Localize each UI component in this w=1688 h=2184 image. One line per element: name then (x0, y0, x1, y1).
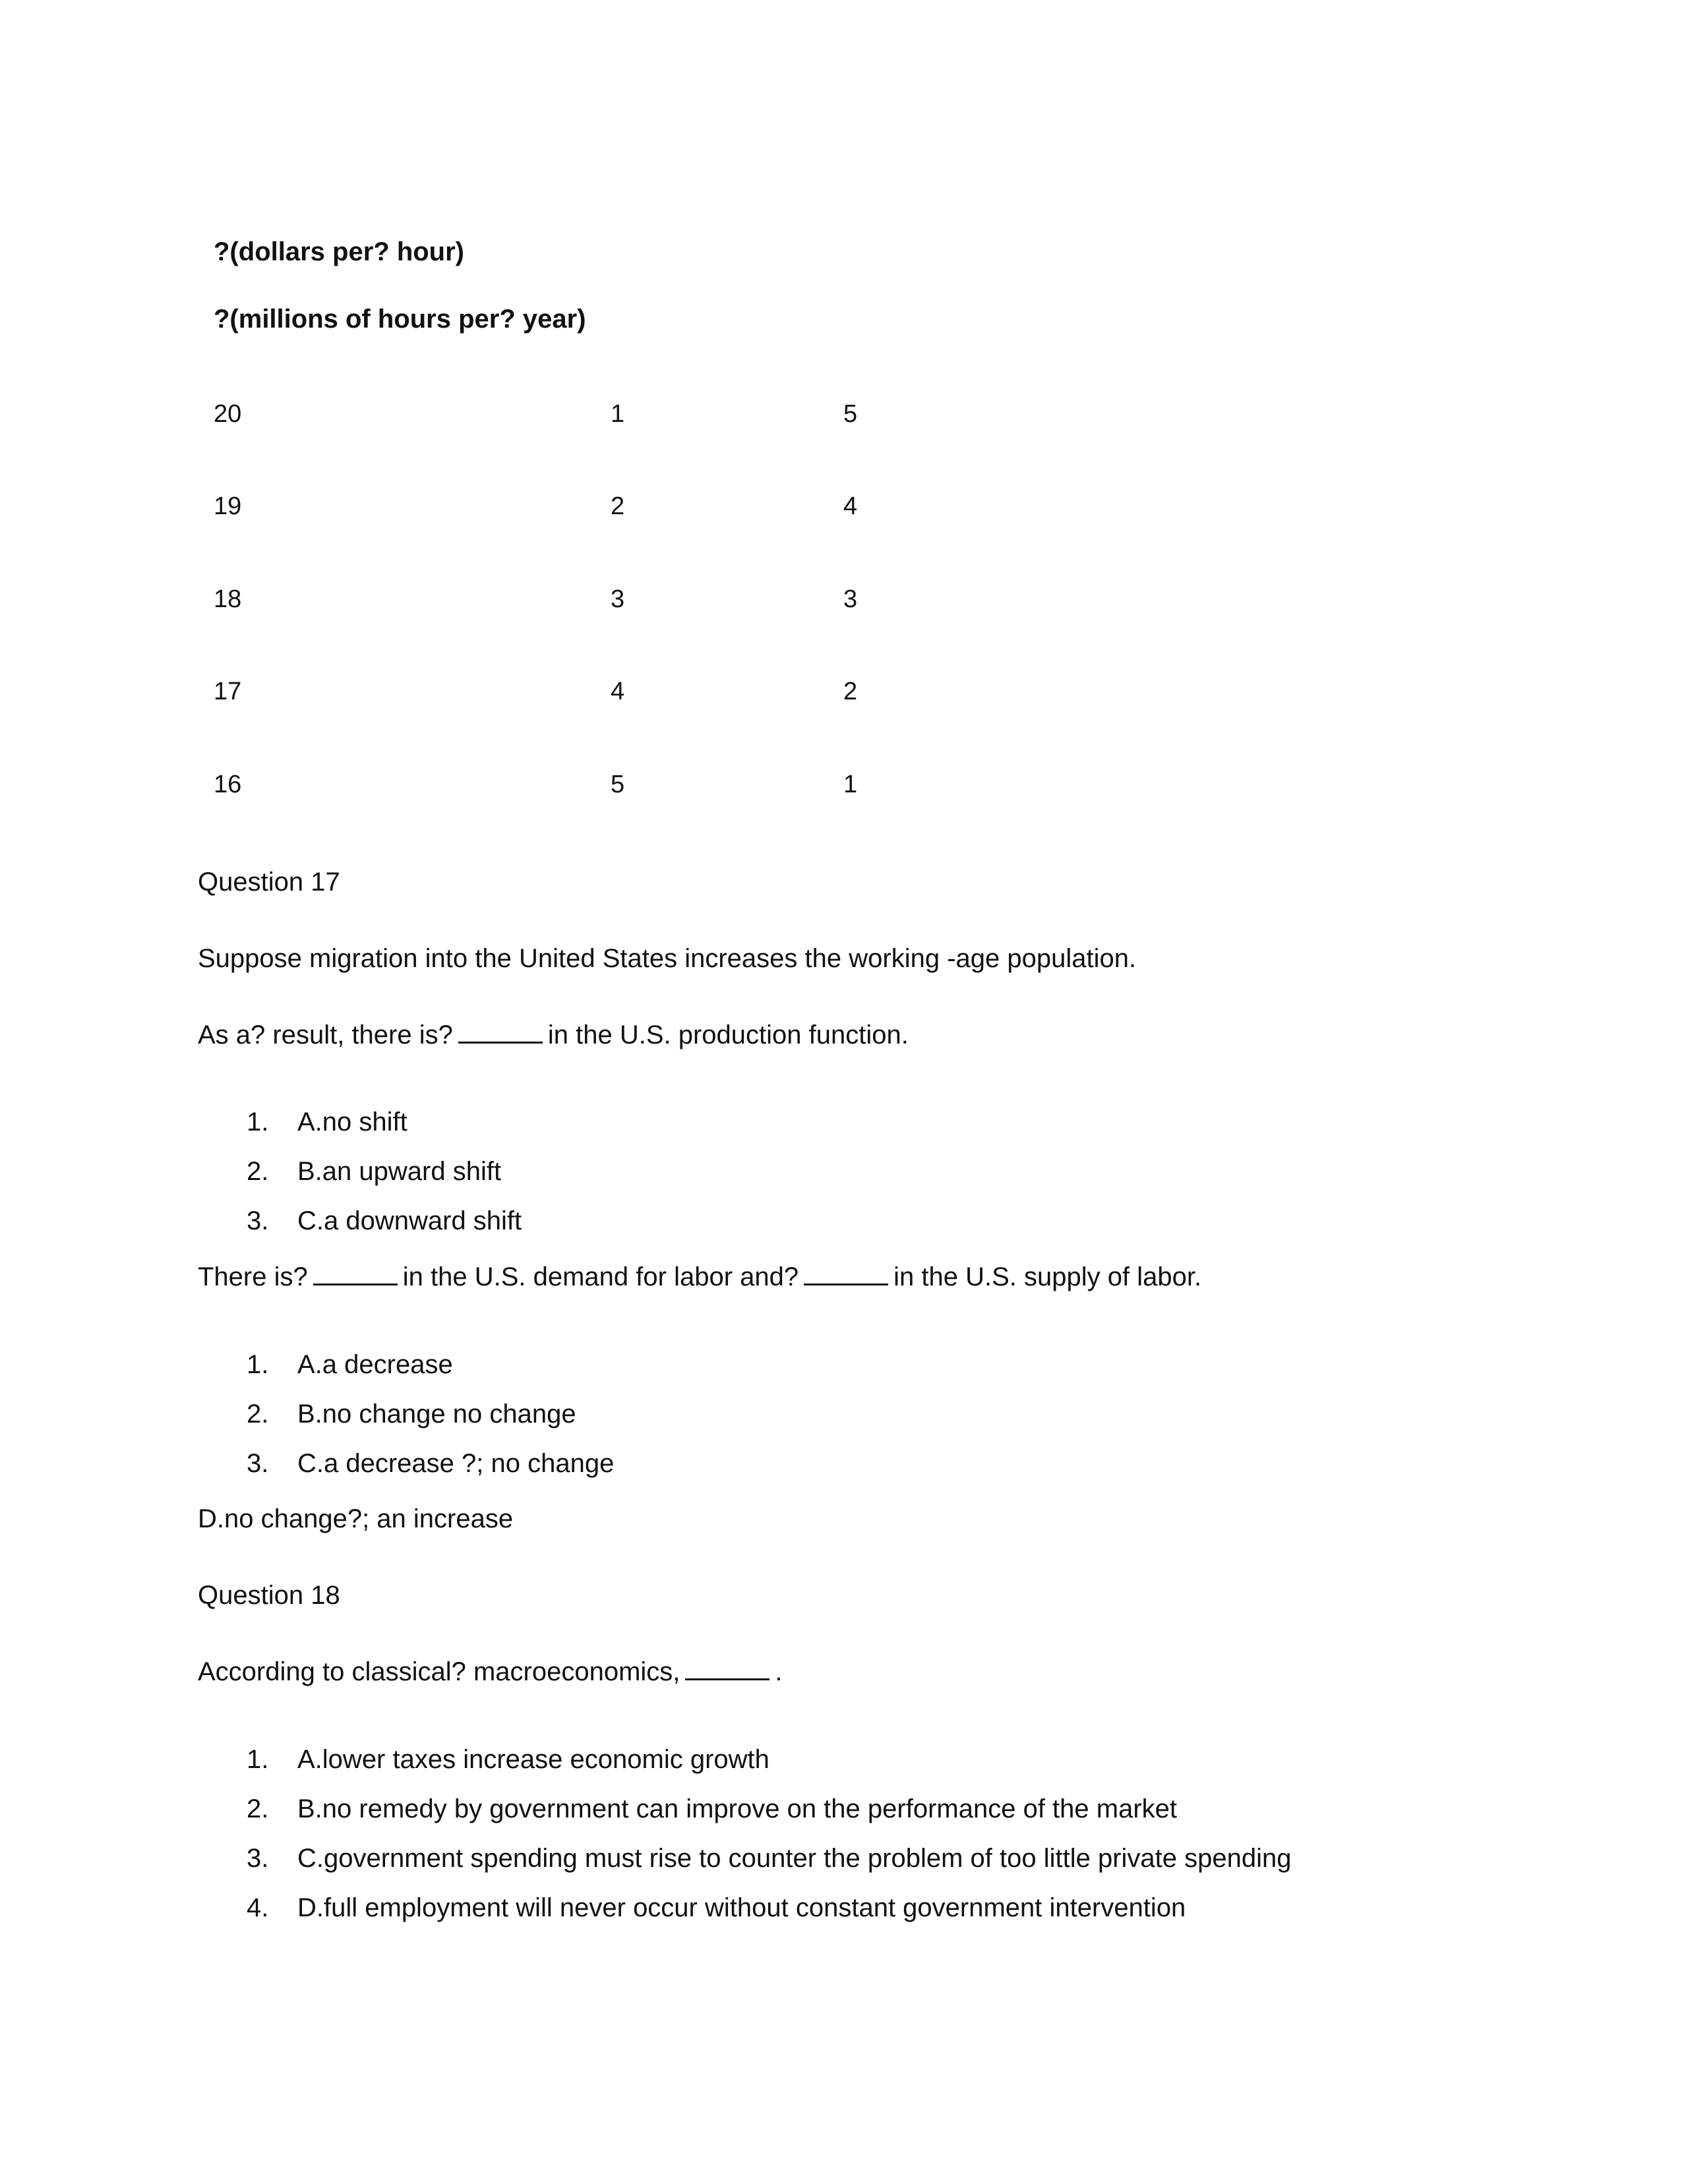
option-number: 2. (247, 1400, 269, 1429)
answer-blank (804, 1264, 888, 1285)
table-cell: 20 (214, 400, 242, 428)
answer-blank (685, 1659, 769, 1680)
part2-suffix: in the U.S. supply of labor. (893, 1262, 1202, 1291)
option-number: 3. (247, 1449, 269, 1478)
option-number: 2. (247, 1794, 269, 1823)
table-cell: 5 (843, 400, 858, 428)
question-17-part1 (198, 1019, 909, 1051)
option-text[interactable]: D.full employment will never occur without constant government intervention (297, 1893, 1186, 1922)
question-17-stem: Suppose migration into the United States increases the working -age population. (198, 944, 1137, 973)
option-number: 3. (247, 1206, 269, 1235)
table-header-wage: ?(dollars per? hour) (214, 237, 464, 266)
question-17-title: Question 17 (198, 868, 340, 897)
option-text[interactable]: C.a downward shift (297, 1206, 522, 1235)
table-cell: 3 (843, 585, 858, 613)
option-text[interactable]: A.no shift (297, 1107, 407, 1136)
question-17-option-d[interactable]: D.no change?; an increase (198, 1504, 514, 1533)
option-text[interactable]: C.a decrease ?; no change (297, 1449, 615, 1478)
table-cell: 3 (611, 585, 625, 613)
answer-blank (313, 1264, 398, 1285)
part2-middle: in the U.S. demand for labor and? (402, 1262, 799, 1291)
table-cell: 17 (214, 678, 242, 705)
option-number: 1. (247, 1107, 269, 1136)
option-text[interactable]: A.lower taxes increase economic growth (297, 1745, 769, 1774)
table-cell: 1 (611, 400, 625, 428)
answer-blank (458, 1022, 543, 1044)
question-18-title: Question 18 (198, 1581, 340, 1610)
table-cell: 4 (611, 678, 625, 705)
table-cell: 2 (843, 678, 858, 705)
option-number: 1. (247, 1350, 269, 1379)
option-text[interactable]: B.an upward shift (297, 1157, 502, 1186)
question-18-stem (198, 1656, 783, 1688)
table-cell: 5 (611, 771, 625, 798)
stem-prefix: According to classical? macroeconomics, (198, 1657, 680, 1686)
table-header-hours: ?(millions of hours per? year) (214, 305, 586, 334)
table-cell: 2 (611, 492, 625, 520)
table-cell: 1 (843, 771, 858, 798)
part1-prefix: As a? result, there is? (198, 1020, 453, 1049)
table-cell: 16 (214, 771, 242, 798)
option-number: 2. (247, 1157, 269, 1186)
part2-prefix: There is? (198, 1262, 308, 1291)
question-17-part2 (198, 1261, 1201, 1293)
option-text[interactable]: C.government spending must rise to counter the problem of too little private spending (297, 1844, 1292, 1873)
table-cell: 18 (214, 585, 242, 613)
option-number: 3. (247, 1844, 269, 1873)
table-cell: 4 (843, 492, 858, 520)
table-cell: 19 (214, 492, 242, 520)
stem-suffix: . (775, 1657, 783, 1686)
option-number: 1. (247, 1745, 269, 1774)
option-number: 4. (247, 1893, 269, 1922)
option-text[interactable]: B.no change no change (297, 1400, 576, 1429)
option-text[interactable]: B.no remedy by government can improve on the performance of the market (297, 1794, 1178, 1823)
option-text[interactable]: A.a decrease (297, 1350, 453, 1379)
part1-suffix: in the U.S. production function. (547, 1020, 909, 1049)
